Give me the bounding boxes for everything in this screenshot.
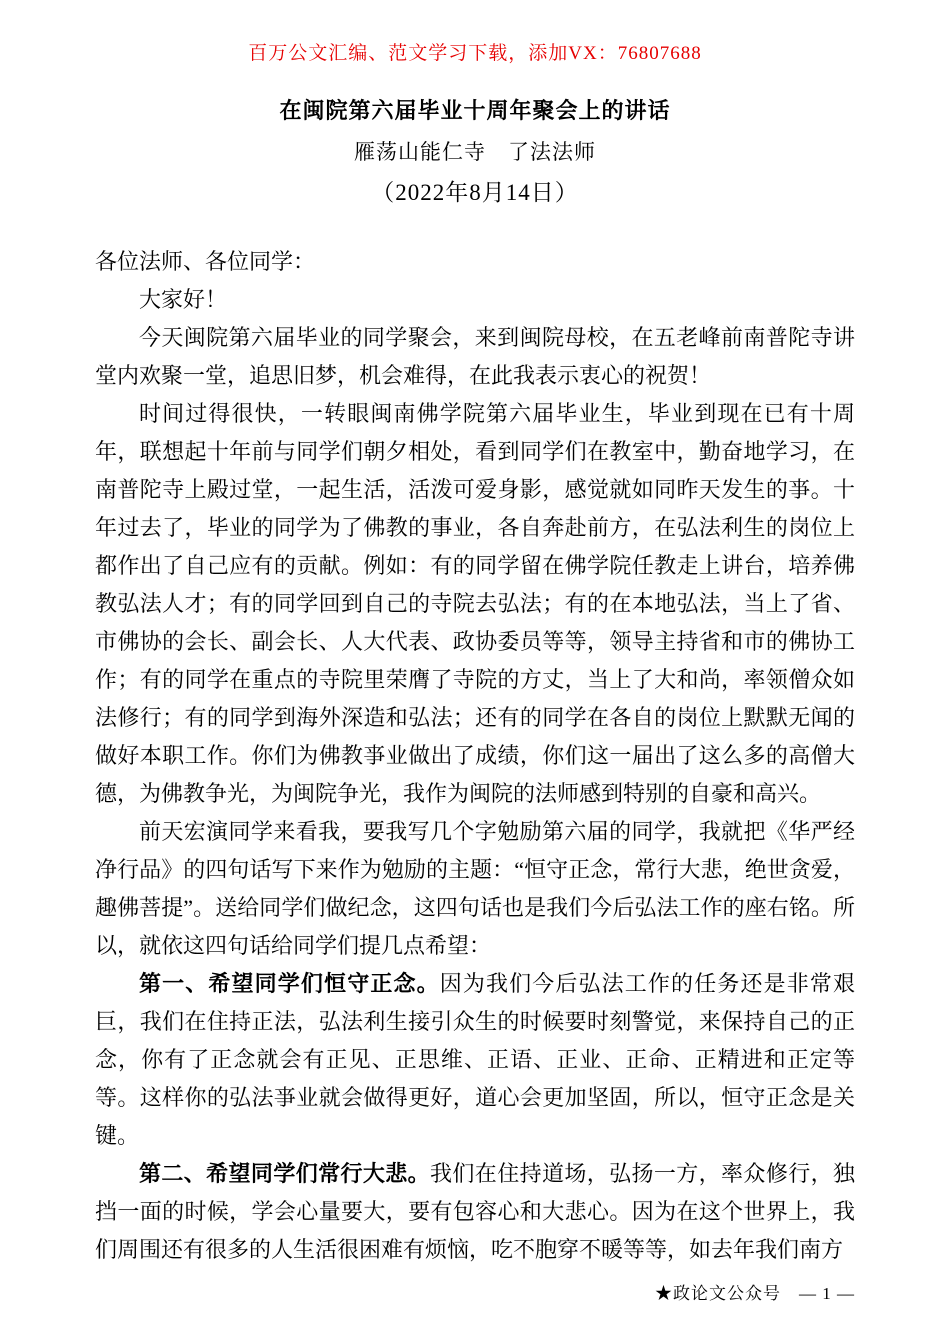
- hope-1-heading: 第一、希望同学们恒守正念。: [139, 971, 440, 996]
- document-body: [95, 243, 855, 1269]
- document-title: 在闽院第六届毕业十周年聚会上的讲话: [279, 98, 671, 123]
- promo-banner: 百万公文汇编、范文学习下载，添加VX：76807688: [248, 43, 702, 64]
- document-date: （2022年8月14日）: [371, 180, 579, 205]
- paragraph-hope-2: [95, 1155, 855, 1269]
- salutation: 各位法师、各位同学：: [95, 249, 316, 274]
- paragraph-hope-1: [95, 965, 855, 1155]
- document-author: 雁荡山能仁寺 了法法师: [354, 140, 596, 164]
- paragraph-intro: 今天闽院第六届毕业的同学聚会，来到闽院母校，在五老峰前南普陀寺讲堂内欢聚一堂，追思旧梦，机会难得，在此我表示衷心的祝贺！: [95, 325, 855, 388]
- paragraph-motto: 前天宏演同学来看我，要我写几个字勉励第六届的同学，我就把《华严经净行品》的四句话写下来作为勉励的主题：“恒守正念，常行大悲，绝世贪爱，趣佛菩提”。送给同学们做纪念，这四句话也是我们今后弘法工作的座右铭。所以，就依这四句话给同学们提几点希望：: [95, 819, 855, 958]
- hope-1-text: 因为我们今后弘法工作的任务还是非常艰巨，我们在住持正法，弘法利生接引众生的时候要时刻警觉，来保持自己的正念，你有了正念就会有正见、正思维、正语、正业、正命、正精进和正定等等。这样你的弘法亊业就会做得更好，道心会更加坚固，所以，恒守正念是关键。: [95, 971, 855, 1148]
- hope-2-text: 我们在住持道场，弘扬一方，率众修行，独挡一面的时候，学会心量要大，要有包容心和大悲心。因为在这个世界上，我们周围还有很多的人生活很困难有烦恼，吃不胞穿不暖等等，如去年我们南方: [95, 1161, 855, 1262]
- hope-2-heading: 第二、希望同学们常行大悲。: [139, 1161, 431, 1186]
- greeting: 大家好！: [139, 287, 228, 312]
- page-footer: [655, 1279, 855, 1304]
- paragraph-retrospect: 时间过得很快，一转眼闽南佛学院第六届毕业生，毕业到现在已有十周年，联想起十年前与同学们朝夕相处，看到同学们在教室中，勤奋地学习，在南普陀寺上殿过堂，一起生活，活泼可爱身影，感觉就如同昨天发生的亊。十年过去了，毕业的同学为了佛教的事业，各自奔赴前方，在弘法利生的岗位上都作出了自己应有的贡献。例如：有的同学留在佛学院任教走上讲台，培养佛教弘法人才；有的同学回到自己的寺院去弘法；有的在本地弘法，当上了省、市佛协的会长、副会长、人大代表、政协委员等等，领导主持省和市的佛协工作；有的同学在重点的寺院里荣膺了寺院的方丈，当上了大和尚，率领僧众如法修行；有的同学到海外深造和弘法；还有的同学在各自的岗位上默默无闻的做好本职工作。你们为佛教亊业做出了成绩，你们这一届出了这么多的高僧大德，为佛教争光，为闽院争光，我作为闽院的法师感到特别的自豪和高兴。: [95, 401, 855, 806]
- page-number: — 1 —: [799, 1284, 855, 1303]
- footer-label: ★政论文公众号: [655, 1284, 781, 1303]
